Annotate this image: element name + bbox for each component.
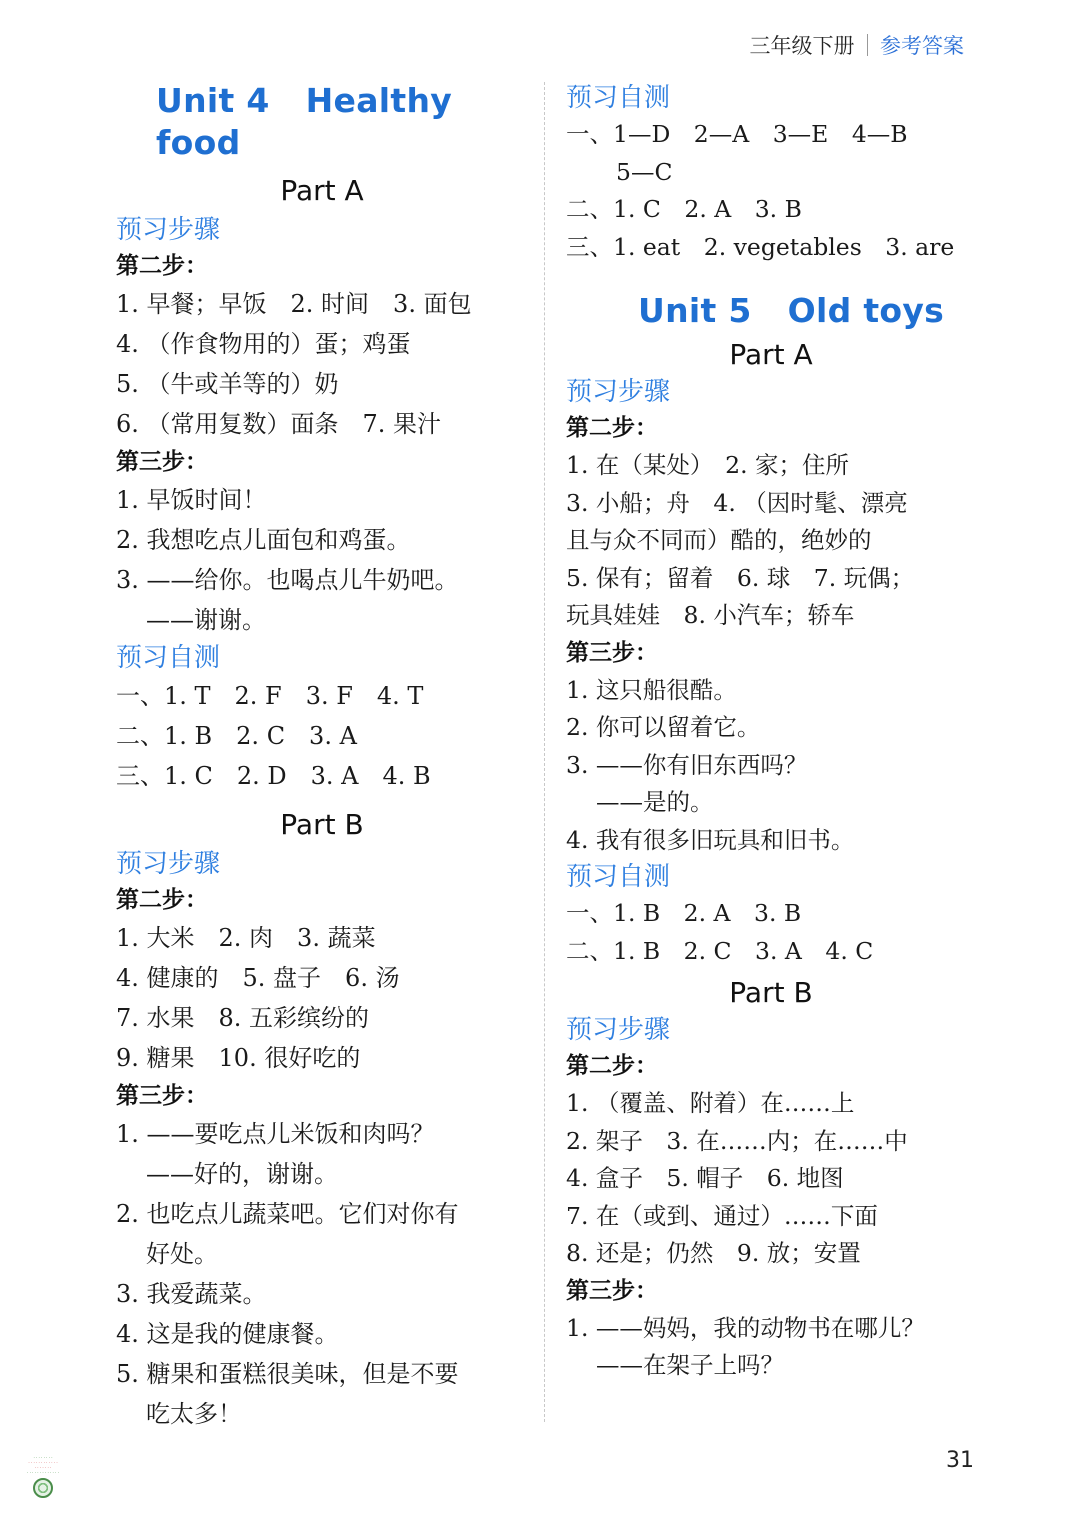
column-divider: [544, 82, 545, 1422]
unit4-number: Unit 4: [156, 81, 270, 120]
answer-line: 5—C: [616, 157, 673, 186]
unit5-a-selftest-list: [566, 895, 976, 970]
answer-line: 4. 健康的 5. 盘子 6. 汤: [116, 964, 400, 992]
unit5-b-step2-label: 第二步：: [566, 1053, 658, 1079]
unit4-b-selftest-heading: 预习自测: [566, 83, 671, 113]
grade-label: 三年级下册: [749, 34, 855, 58]
answer-line: 3. 我爱蔬菜。: [116, 1280, 267, 1308]
answer-line: 1. 早饭时间！: [116, 486, 267, 514]
unit5-a-step3-label: 第三步：: [566, 639, 658, 666]
answer-line: 好处。: [146, 1240, 218, 1268]
answer-line: 一、1. B 2. A 3. B: [566, 899, 802, 927]
unit5-b-step2-list: [566, 1085, 976, 1273]
answer-line: 8. 还是；仍然 9. 放；安置: [566, 1239, 861, 1267]
answer-key-label: 参考答案: [880, 34, 964, 58]
unit4-b-step2-list: [116, 918, 528, 1078]
answer-line: 5. （牛或羊等的）奶: [116, 370, 339, 398]
answer-line: 1. ——要吃点儿米饭和肉吗？: [116, 1120, 435, 1148]
answer-line: 1. （覆盖、附着）在……上: [566, 1089, 855, 1117]
unit4-title: [116, 80, 528, 164]
answer-line: 吃太多！: [146, 1400, 242, 1428]
answer-line: 3. ——给你。也喝点儿牛奶吧。: [116, 566, 459, 594]
answer-line: 1. 这只船很酷。: [566, 675, 737, 704]
unit5-a-selftest-heading: 预习自测: [566, 862, 671, 892]
unit5-title: [566, 290, 976, 332]
answer-line: 玩具娃娃 8. 小汽车；轿车: [566, 601, 855, 629]
answer-line: ——是的。: [596, 788, 714, 816]
unit4-a-step3-list: [116, 480, 528, 640]
unit4-b-prep-heading: 预习步骤: [116, 849, 221, 879]
answer-line: 二、1. B 2. C 3. A 4. C: [566, 936, 874, 965]
left-column: [116, 80, 528, 1434]
answer-line: 2. 你可以留着它。: [566, 713, 761, 741]
answer-line: 2. 也吃点儿蔬菜吧。它们对你有: [116, 1200, 459, 1228]
answer-line: 1. 大米 2. 肉 3. 蔬菜: [116, 924, 376, 952]
answer-line: 7. 在（或到、通过）……下面: [566, 1201, 878, 1230]
answer-line: 一、1. T 2. F 3. F 4. T: [116, 682, 424, 710]
unit4-a-step2-label: 第二步：: [116, 253, 208, 279]
unit4-name: Healthy food: [156, 81, 453, 162]
answer-line: 5. 保有；留着 6. 球 7. 玩偶；: [566, 563, 915, 592]
answer-line: 4. （作食物用的）蛋；鸡蛋: [116, 330, 411, 358]
answer-line: 5. 糖果和蛋糕很美味，但是不要: [116, 1360, 459, 1388]
unit4-a-step3-label: 第三步：: [116, 449, 208, 475]
answer-line: 2. 架子 3. 在……内；在……中: [566, 1126, 908, 1155]
right-column: [566, 80, 976, 1385]
answer-line: 9. 糖果 10. 很好吃的: [116, 1044, 361, 1072]
unit4-part-b-label: Part B: [280, 808, 364, 841]
answer-line: 3. 小船；舟 4. （因时髦、漂亮: [566, 488, 908, 517]
unit4-b-step3-label: 第三步：: [116, 1083, 208, 1109]
unit5-number: Unit 5: [638, 291, 752, 330]
page-header: [750, 30, 965, 60]
answer-line: 6. （常用复数）面条 7. 果汁: [116, 410, 442, 438]
unit5-a-prep-heading: 预习步骤: [566, 377, 671, 407]
answer-line: 4. 我有很多旧玩具和旧书。: [566, 825, 855, 854]
unit5-part-a-label: Part A: [729, 338, 813, 371]
header-separator: [867, 34, 869, 56]
answer-line: 1. ——妈妈，我的动物书在哪儿？: [566, 1313, 925, 1342]
unit4-b-step2-label: 第二步：: [116, 887, 208, 913]
answer-line: 二、1. B 2. C 3. A: [116, 722, 357, 750]
unit5-b-step3-list: [566, 1310, 976, 1385]
unit5-a-step2-label: 第二步：: [566, 415, 658, 441]
unit4-a-selftest-heading: 预习自测: [116, 643, 221, 673]
unit4-a-selftest-list: [116, 676, 528, 796]
publisher-logo-icon: · · · · · · · · · · · · · · · · · · · · · · · · · · · · · · · · · · · · · · · ·: [8, 1455, 78, 1521]
answer-line: 2. 我想吃点儿面包和鸡蛋。: [116, 526, 411, 554]
unit5-part-b-label: Part B: [729, 976, 813, 1009]
answer-line: ——谢谢。: [146, 606, 266, 634]
unit4-part-a-label: Part A: [280, 174, 364, 207]
answer-line: 三、1. C 2. D 3. A 4. B: [116, 762, 431, 790]
answer-line: 1. 在（某处） 2. 家；住所: [566, 451, 850, 479]
page-number: 31: [946, 1448, 974, 1473]
unit5-a-step3-list: [566, 672, 976, 860]
unit4-a-step2-list: [116, 284, 528, 444]
unit4-b-selftest-list: [566, 116, 976, 266]
unit5-b-prep-heading: 预习步骤: [566, 1015, 671, 1045]
answer-line: 3. ——你有旧东西吗？: [566, 750, 808, 779]
answer-line: 且与众不同而）酷的，绝妙的: [566, 526, 872, 554]
answer-line: 一、1—D 2—A 3—E 4—B: [566, 120, 908, 148]
answer-line: 三、1. eat 2. vegetables 3. are: [566, 232, 955, 261]
answer-line: ——好的，谢谢。: [146, 1160, 338, 1188]
answer-line: ——在架子上吗？: [596, 1351, 784, 1379]
answer-line: 二、1. C 2. A 3. B: [566, 195, 802, 223]
unit5-a-step2-list: [566, 447, 976, 635]
unit4-b-step3-list: [116, 1114, 528, 1434]
answer-line: 1. 早餐；早饭 2. 时间 3. 面包: [116, 290, 472, 318]
unit5-name: Old toys: [787, 291, 945, 330]
unit5-b-step3-label: 第三步：: [566, 1277, 658, 1304]
answer-line: 4. 盒子 5. 帽子 6. 地图: [566, 1164, 844, 1192]
answer-line: 7. 水果 8. 五彩缤纷的: [116, 1004, 370, 1032]
answer-line: 4. 这是我的健康餐。: [116, 1320, 339, 1348]
unit4-a-prep-heading: 预习步骤: [116, 215, 221, 245]
